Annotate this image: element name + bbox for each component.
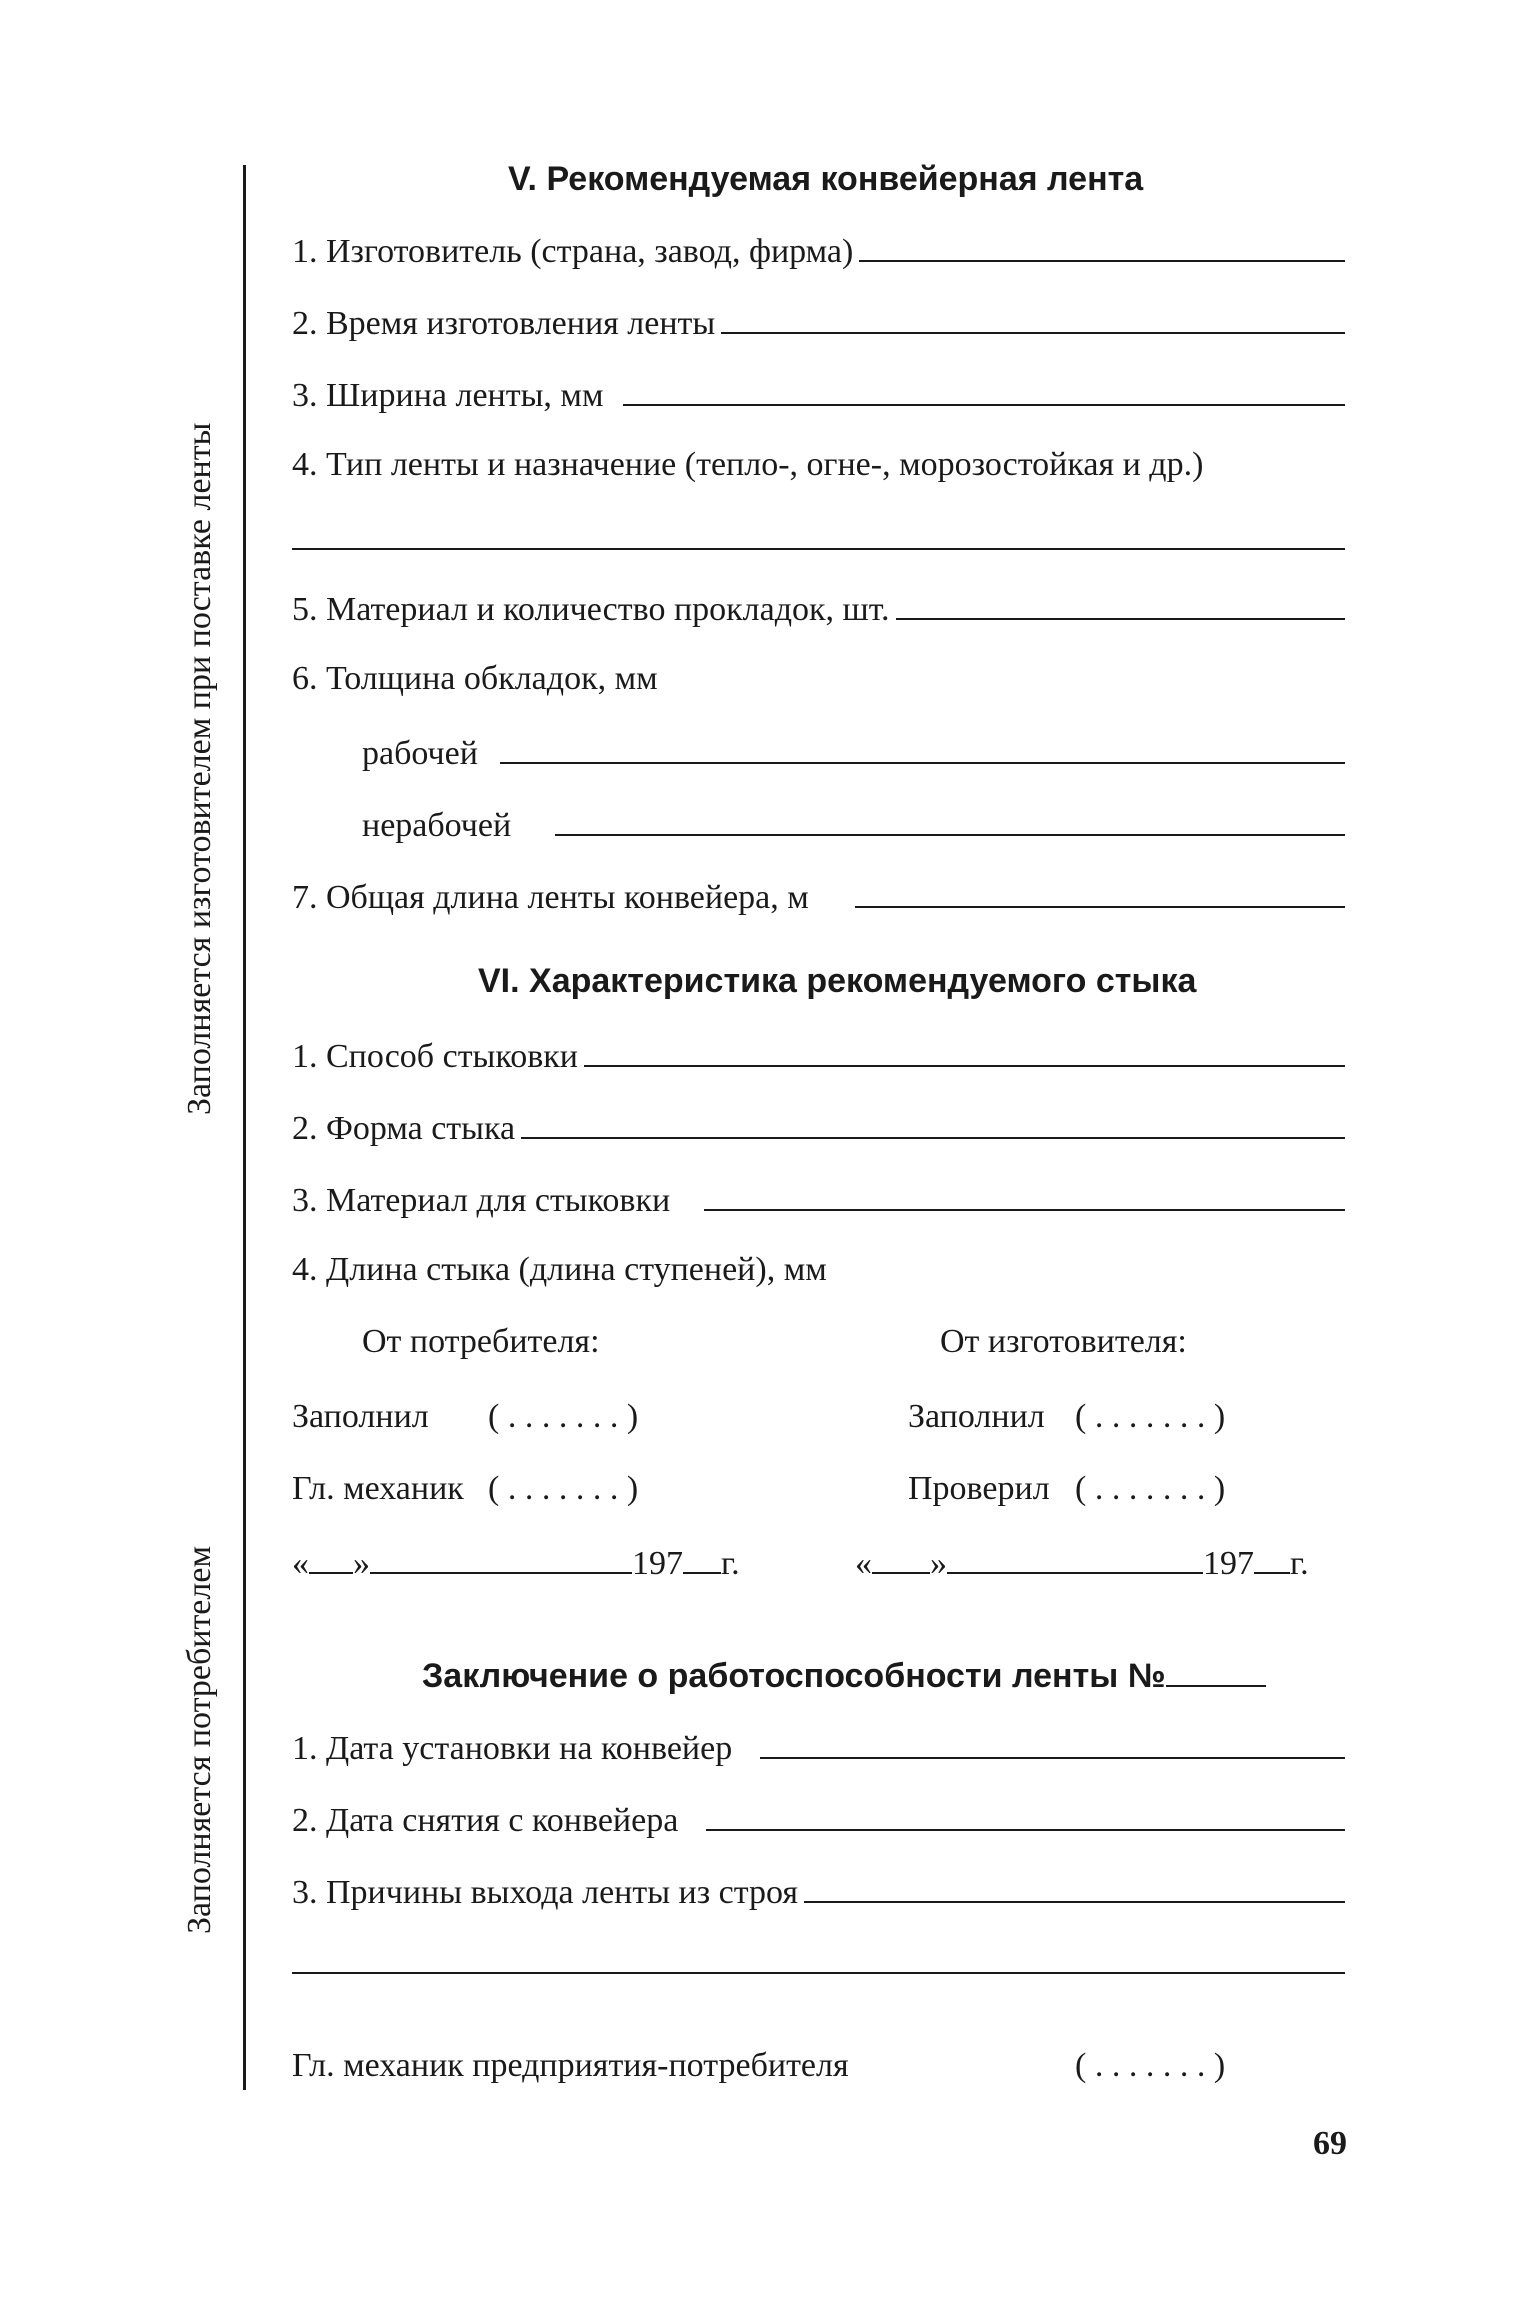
manufacturer-date-line xyxy=(855,1542,1309,1583)
conclusion-item-2 xyxy=(292,1799,1345,1840)
conclusion-title: Заключение о работоспособности ленты № xyxy=(422,1657,1166,1695)
s6-item-2-label: 2. Форма стыка xyxy=(292,1110,516,1147)
manufacturer-filled-dots: ( . . . . . . . ) xyxy=(1075,1398,1226,1435)
s6-item-2-field[interactable] xyxy=(521,1107,1345,1139)
consumer-year-suffix: г. xyxy=(721,1545,740,1582)
s5-item-3 xyxy=(292,374,1345,415)
s5-nonworking-field[interactable] xyxy=(555,804,1345,836)
section5-title: V. Рекомендуемая конвейерная лента xyxy=(508,160,1144,198)
s5-working-field[interactable] xyxy=(500,732,1345,764)
manufacturer-checked-label: Проверил xyxy=(908,1470,1050,1507)
consumer-date-close-quote: » xyxy=(353,1545,370,1582)
manufacturer-filled-label: Заполнил xyxy=(908,1398,1045,1435)
s5-item-2-field[interactable] xyxy=(721,302,1345,334)
s5-item-4-field[interactable] xyxy=(292,548,1345,550)
s6-item-3-field[interactable] xyxy=(704,1179,1345,1211)
section6-title: VI. Характеристика рекомендуемого стыка xyxy=(478,962,1197,1000)
s5-working-label: рабочей xyxy=(362,735,478,772)
s6-item-3 xyxy=(292,1179,1345,1220)
consumer-date-open-quote: « xyxy=(292,1545,309,1582)
consumer-day-field[interactable] xyxy=(309,1542,353,1574)
s5-item-5 xyxy=(292,588,1345,629)
s5-item-7-field[interactable] xyxy=(855,876,1345,908)
s5-item-5-label: 5. Материал и количество прокладок, шт. xyxy=(292,591,890,628)
conclusion-item-3-extra-field[interactable] xyxy=(292,1972,1345,1974)
side-label-consumer: Заполняется потребителем xyxy=(181,1546,218,1934)
consumer-filled-dots: ( . . . . . . . ) xyxy=(488,1398,639,1435)
s5-item-1-field[interactable] xyxy=(859,230,1345,262)
s6-item-2 xyxy=(292,1107,1345,1148)
margin-rule xyxy=(243,165,246,2090)
s5-item-7-label: 7. Общая длина ленты конвейера, м xyxy=(292,879,809,916)
conclusion-item-1 xyxy=(292,1727,1345,1768)
s5-working-row xyxy=(362,732,1345,773)
conclusion-item-3 xyxy=(292,1871,1345,1912)
s6-item-1 xyxy=(292,1035,1345,1076)
page-number: 69 xyxy=(1313,2125,1347,2162)
conclusion-title-row xyxy=(422,1657,1266,1696)
conclusion-item-2-field[interactable] xyxy=(706,1799,1345,1831)
s5-item-4-label: 4. Тип ленты и назначение (тепло-, огне-, морозостойкая и др.) xyxy=(292,446,1204,483)
s5-item-3-label: 3. Ширина ленты, мм xyxy=(292,377,604,414)
conclusion-number-field[interactable] xyxy=(1166,1657,1266,1687)
consumer-month-field[interactable] xyxy=(370,1542,632,1574)
manufacturer-date-open-quote: « xyxy=(855,1545,872,1582)
s5-item-3-field[interactable] xyxy=(623,374,1345,406)
manufacturer-year-field[interactable] xyxy=(1254,1542,1290,1574)
manufacturer-month-field[interactable] xyxy=(947,1542,1203,1574)
s6-item-3-label: 3. Материал для стыковки xyxy=(292,1182,671,1219)
conclusion-item-3-label: 3. Причины выхода ленты из строя xyxy=(292,1874,799,1911)
s5-item-5-field[interactable] xyxy=(896,588,1345,620)
s5-item-1 xyxy=(292,230,1345,271)
s5-nonworking-label: нерабочей xyxy=(362,807,512,844)
conclusion-item-2-label: 2. Дата снятия с конвейера xyxy=(292,1802,679,1839)
conclusion-item-1-field[interactable] xyxy=(760,1727,1345,1759)
consumer-header: От потребителя: xyxy=(362,1323,600,1360)
manufacturer-date-close-quote: » xyxy=(930,1545,947,1582)
s5-nonworking-row xyxy=(362,804,1345,845)
s6-item-4-label: 4. Длина стыка (длина ступеней), мм xyxy=(292,1251,827,1288)
side-label-manufacturer: Заполняется изготовителем при поставке ленты xyxy=(181,422,218,1115)
consumer-filled-label: Заполнил xyxy=(292,1398,429,1435)
s5-item-6-label: 6. Толщина обкладок, мм xyxy=(292,660,658,697)
s5-item-2-label: 2. Время изготовления ленты xyxy=(292,305,716,342)
manufacturer-checked-dots: ( . . . . . . . ) xyxy=(1075,1470,1226,1507)
consumer-mechanic-dots: ( . . . . . . . ) xyxy=(488,1470,639,1507)
consumer-mechanic-label: Гл. механик xyxy=(292,1470,464,1507)
s6-item-1-label: 1. Способ стыковки xyxy=(292,1038,578,1075)
consumer-date-line xyxy=(292,1542,740,1583)
manufacturer-header: От изготовителя: xyxy=(940,1323,1187,1360)
consumer-year-prefix: 197 xyxy=(632,1545,683,1582)
conclusion-item-1-label: 1. Дата установки на конвейер xyxy=(292,1730,733,1767)
s5-item-1-label: 1. Изготовитель (страна, завод, фирма) xyxy=(292,233,854,270)
s5-item-2 xyxy=(292,302,1345,343)
consumer-year-field[interactable] xyxy=(683,1542,721,1574)
chief-mechanic-label: Гл. механик предприятия-потребителя xyxy=(292,2047,849,2084)
s6-item-1-field[interactable] xyxy=(584,1035,1345,1067)
conclusion-item-3-field[interactable] xyxy=(804,1871,1345,1903)
manufacturer-day-field[interactable] xyxy=(872,1542,930,1574)
manufacturer-year-prefix: 197 xyxy=(1203,1545,1254,1582)
s5-item-7 xyxy=(292,876,1345,917)
chief-mechanic-dots: ( . . . . . . . ) xyxy=(1075,2047,1226,2084)
manufacturer-year-suffix: г. xyxy=(1290,1545,1309,1582)
